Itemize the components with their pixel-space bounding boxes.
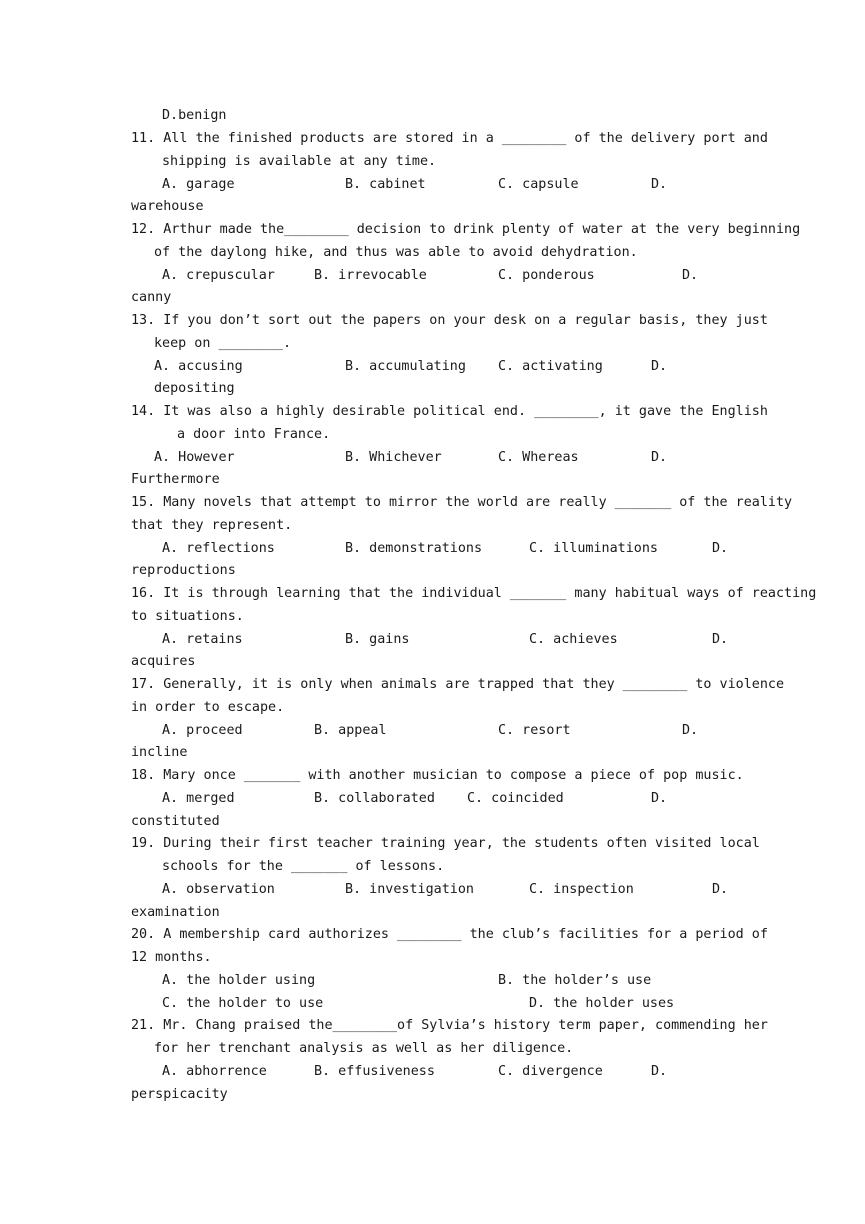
question-14-option-a[interactable]: A. However: [154, 450, 235, 465]
question-14-option-d-label[interactable]: D.: [651, 450, 668, 465]
question-12-option-d-label[interactable]: D.: [682, 268, 699, 283]
question-17-option-d-label[interactable]: D.: [682, 723, 699, 738]
question-21-option-d-label[interactable]: D.: [651, 1064, 668, 1079]
question-12-option-c[interactable]: C. ponderous: [498, 268, 595, 283]
question-13-option-d-text[interactable]: depositing: [154, 381, 235, 396]
question-17-option-d-text[interactable]: incline: [131, 745, 188, 760]
question-17-option-c[interactable]: C. resort: [498, 723, 571, 738]
question-19-option-b[interactable]: B. investigation: [345, 882, 474, 897]
question-11-option-a[interactable]: A. garage: [162, 177, 235, 192]
question-13-option-b[interactable]: B. accumulating: [345, 359, 466, 374]
question-14-continuation: a door into France.: [177, 427, 331, 442]
question-20-option-d[interactable]: D. the holder uses: [529, 996, 675, 1011]
question-14-option-b[interactable]: B. Whichever: [345, 450, 442, 465]
question-20-option-a[interactable]: A. the holder using: [162, 973, 316, 988]
question-12-option-d-text[interactable]: canny: [131, 290, 172, 305]
question-11-option-c[interactable]: C. capsule: [498, 177, 579, 192]
question-13-option-d-label[interactable]: D.: [651, 359, 668, 374]
question-16-text: 16. It is through learning that the individual _______ many habitual ways of reacting: [131, 586, 817, 601]
question-15-option-c[interactable]: C. illuminations: [529, 541, 658, 556]
question-13-continuation: keep on ________.: [154, 336, 292, 351]
question-12-option-a[interactable]: A. crepuscular: [162, 268, 275, 283]
question-15-option-b[interactable]: B. demonstrations: [345, 541, 483, 556]
question-17-option-a[interactable]: A. proceed: [162, 723, 243, 738]
question-15-continuation: that they represent.: [131, 518, 293, 533]
question-18-text: 18. Mary once _______ with another musician to compose a piece of pop music.: [131, 768, 744, 783]
question-13-option-c[interactable]: C. activating: [498, 359, 603, 374]
question-20-option-c[interactable]: C. the holder to use: [162, 996, 324, 1011]
question-21-option-a[interactable]: A. abhorrence: [162, 1064, 267, 1079]
question-14-text: 14. It was also a highly desirable political end. ________, it gave the English: [131, 404, 768, 419]
question-15-text: 15. Many novels that attempt to mirror the world are really _______ of the reality: [131, 495, 793, 510]
question-19-option-c[interactable]: C. inspection: [529, 882, 634, 897]
question-11-option-d-label[interactable]: D.: [651, 177, 668, 192]
question-11-option-d-text[interactable]: warehouse: [131, 199, 204, 214]
question-16-option-b[interactable]: B. gains: [345, 632, 410, 647]
question-17-text: 17. Generally, it is only when animals are trapped that they ________ to violence: [131, 677, 785, 692]
question-20-continuation: 12 months.: [131, 950, 212, 965]
question-17-continuation: in order to escape.: [131, 700, 285, 715]
question-12-text: 12. Arthur made the________ decision to drink plenty of water at the very beginning: [131, 222, 801, 237]
question-16-option-d-label[interactable]: D.: [712, 632, 729, 647]
question-13-option-a[interactable]: A. accusing: [154, 359, 243, 374]
question-14-option-c[interactable]: C. Whereas: [498, 450, 579, 465]
question-11-text: 11. All the finished products are stored in a ________ of the delivery port and: [131, 131, 768, 146]
question-21-option-d-text[interactable]: perspicacity: [131, 1087, 228, 1102]
question-15-option-d-label[interactable]: D.: [712, 541, 729, 556]
question-12-continuation: of the daylong hike, and thus was able to avoid dehydration.: [154, 245, 638, 260]
question-20-text: 20. A membership card authorizes ________ the club’s facilities for a period of: [131, 927, 768, 942]
question-21-option-c[interactable]: C. divergence: [498, 1064, 603, 1079]
question-12-option-b[interactable]: B. irrevocable: [314, 268, 427, 283]
question-19-continuation: schools for the _______ of lessons.: [162, 859, 445, 874]
question-11-option-b[interactable]: B. cabinet: [345, 177, 426, 192]
option-d-text: D.benign: [162, 108, 227, 123]
question-20-option-b[interactable]: B. the holder’s use: [498, 973, 652, 988]
question-19-text: 19. During their first teacher training year, the students often visited local: [131, 836, 760, 851]
question-21-option-b[interactable]: B. effusiveness: [314, 1064, 435, 1079]
question-13-text: 13. If you don’t sort out the papers on your desk on a regular basis, they just: [131, 313, 768, 328]
question-15-option-d-text[interactable]: reproductions: [131, 563, 236, 578]
question-16-option-c[interactable]: C. achieves: [529, 632, 618, 647]
question-18-option-b[interactable]: B. collaborated: [314, 791, 435, 806]
question-18-option-d-label[interactable]: D.: [651, 791, 668, 806]
question-19-option-a[interactable]: A. observation: [162, 882, 275, 897]
question-21-text: 21. Mr. Chang praised the________of Sylvia’s history term paper, commending her: [131, 1018, 768, 1033]
question-18-option-a[interactable]: A. merged: [162, 791, 235, 806]
question-15-option-a[interactable]: A. reflections: [162, 541, 275, 556]
question-19-option-d-label[interactable]: D.: [712, 882, 729, 897]
question-18-option-d-text[interactable]: constituted: [131, 814, 220, 829]
question-18-option-c[interactable]: C. coincided: [467, 791, 564, 806]
question-19-option-d-text[interactable]: examination: [131, 905, 220, 920]
question-11-continuation: shipping is available at any time.: [162, 154, 437, 169]
question-16-option-a[interactable]: A. retains: [162, 632, 243, 647]
question-14-option-d-text[interactable]: Furthermore: [131, 472, 220, 487]
question-21-continuation: for her trenchant analysis as well as her diligence.: [154, 1041, 574, 1056]
question-16-continuation: to situations.: [131, 609, 244, 624]
question-17-option-b[interactable]: B. appeal: [314, 723, 387, 738]
question-16-option-d-text[interactable]: acquires: [131, 654, 196, 669]
